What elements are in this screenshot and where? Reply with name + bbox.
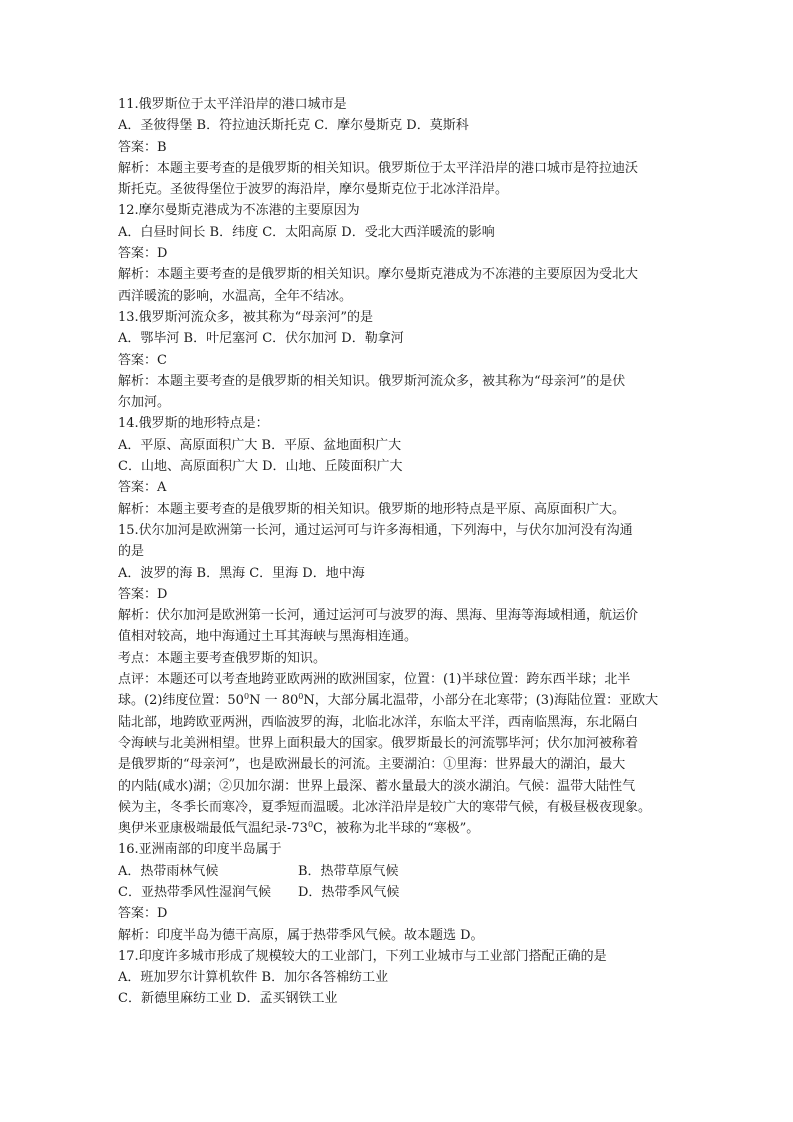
option-c: C．亚热带季风性湿润气候: [118, 884, 271, 900]
question-16-stem: 16.亚洲南部的印度半岛属于: [118, 842, 282, 858]
question-15-key-point: 考点：本题主要考查俄罗斯的知识。: [118, 650, 327, 666]
question-14-stem: 14.俄罗斯的地形特点是：: [118, 416, 269, 432]
question-15-stem-line-1: 15.伏尔加河是欧洲第一长河，通过运河可与许多海相通，下列海中，与伏尔加河没有沟通: [118, 522, 633, 538]
question-11-stem: 11.俄罗斯位于太平洋沿岸的港口城市是: [118, 97, 347, 112]
comment-text-part: N，大部分属北温带，小部分在北寒带；(3)海陆位置：亚欧大: [303, 693, 659, 709]
question-13-analysis-line-2: 尔加河。: [118, 395, 171, 411]
question-12-stem: 12.摩尔曼斯克港成为不冻港的主要原因为: [118, 203, 360, 219]
comment-text-part: N 一 80: [249, 693, 299, 709]
question-14-options-line-2: C．山地、高原面积广大 D．山地、丘陵面积广大: [118, 459, 403, 475]
option-d: D．热带季风气候: [298, 884, 400, 900]
question-15-comment-line-5: 是俄罗斯的“母亲河”，也是欧洲最长的河流。主要湖泊：①里海：世界最大的湖泊，最大: [118, 757, 626, 773]
question-15-analysis-line-2: 值相对较高，地中海通过土耳其海峡与黑海相连通。: [118, 629, 418, 645]
question-11-analysis-line-2: 斯托克。圣彼得堡位于波罗的海沿岸，摩尔曼斯克位于北冰洋沿岸。: [118, 182, 509, 198]
degree-superscript: 0: [298, 692, 304, 702]
question-11-answer: 答案：B: [118, 139, 167, 155]
question-14-answer: 答案：A: [118, 480, 167, 496]
document-body: [118, 94, 678, 1010]
option-a: A．热带雨林气候: [118, 863, 219, 879]
question-15-options: A．波罗的海 B．黑海 C．里海 D．地中海: [118, 565, 365, 581]
question-17-stem: 17.印度许多城市形成了规模较大的工业部门，下列工业城市与工业部门搭配正确的是: [118, 948, 607, 964]
question-15-comment-line-3: 陆北部，地跨欧亚两洲，西临波罗的海，北临北冰洋，东临太平洋，西南临黑海，东北隔白: [118, 714, 639, 730]
question-15-comment-line-4: 令海峡与北美洲相望。世界上面积最大的国家。俄罗斯最长的河流鄂毕河；伏尔加河被称着: [118, 735, 639, 751]
question-17-options-line-1: A．班加罗尔计算机软件 B．加尔各答棉纺工业: [118, 970, 389, 986]
question-13-options: A．鄂毕河 B．叶尼塞河 C．伏尔加河 D．勒拿河: [118, 331, 404, 347]
question-15-comment-line-8: [118, 818, 678, 839]
question-15-comment-line-6: 的内陆(咸水)湖；②贝加尔湖：世界上最深、蓄水量最大的淡水湖泊。气候：温带大陆性气: [118, 778, 636, 794]
comment-text-part: 奥伊米亚康极端最低气温纪录-73: [118, 821, 308, 837]
question-12-analysis-line-1: 解析：本题主要考查的是俄罗斯的相关知识。摩尔曼斯克港成为不冻港的主要原因为受北大: [118, 267, 639, 283]
option-b: B．热带草原气候: [298, 863, 399, 879]
question-13-analysis-line-1: 解析：本题主要考查的是俄罗斯的相关知识。俄罗斯河流众多，被其称为“母亲河”的是伏: [118, 373, 626, 389]
question-15-comment-line-1: 点评：本题还可以考查地跨亚欧两洲的欧洲国家，位置：(1)半球位置：跨东西半球；北半: [118, 672, 631, 688]
degree-superscript: 0: [243, 692, 250, 702]
question-12-options: A．白昼时间长 B．纬度 C．太阳高原 D．受北大西洋暖流的影响: [118, 224, 495, 240]
question-12-answer: 答案：D: [118, 246, 168, 262]
comment-text-part: 球。(2)纬度位置：50: [118, 693, 244, 709]
question-15-stem-line-2: 的是: [118, 544, 145, 560]
comment-text-part: C，被称为北半球的“寒极”。: [313, 821, 480, 837]
degree-superscript: 0: [307, 820, 314, 830]
question-16-options-row-2: [118, 882, 678, 903]
question-15-comment-line-7: 候为主，冬季长而寒冷，夏季短而温暖。北冰洋沿岸是较广大的寒带气候，有极昼极夜现象。: [118, 799, 652, 815]
question-13-stem: 13.俄罗斯河流众多，被其称为“母亲河”的是: [118, 309, 373, 325]
question-13-answer: 答案：C: [118, 352, 167, 368]
question-17-options-line-2: C．新德里麻纺工业 D．孟买钢铁工业: [118, 991, 338, 1007]
question-14-options-line-1: A．平原、高原面积广大 B．平原、盆地面积广大: [118, 437, 402, 453]
question-15-analysis-line-1: 解析：伏尔加河是欧洲第一长河，通过运河可与波罗的海、黑海、里海等海域相通，航运价: [118, 608, 639, 624]
question-16-answer: 答案：D: [118, 906, 168, 922]
question-14-analysis: 解析：本题主要考查的是俄罗斯的相关知识。俄罗斯的地形特点是平原、高原面积广大。: [118, 501, 626, 517]
question-11-options: A．圣彼得堡 B．符拉迪沃斯托克 C．摩尔曼斯克 D．莫斯科: [118, 118, 469, 134]
question-11-analysis-line-1: 解析：本题主要考查的是俄罗斯的相关知识。俄罗斯位于太平洋沿岸的港口城市是符拉迪沃: [118, 160, 639, 176]
question-12-analysis-line-2: 西洋暖流的影响，水温高，全年不结冰。: [118, 288, 353, 304]
question-15-comment-line-2: [118, 690, 678, 711]
question-15-answer: 答案：D: [118, 586, 168, 602]
question-16-options-row-1: [118, 861, 678, 882]
question-16-analysis: 解析：印度半岛为德干高原，属于热带季风气候。故本题选 D。: [118, 927, 484, 943]
